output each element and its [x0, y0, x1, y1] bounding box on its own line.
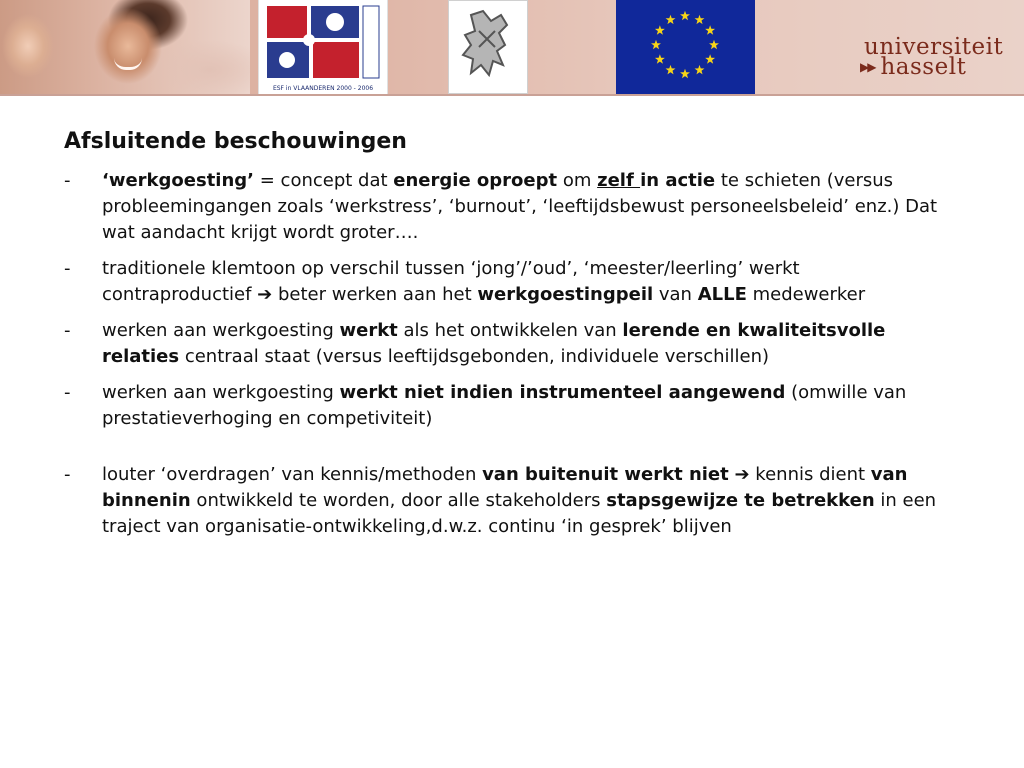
bullet-1 [64, 168, 944, 246]
bullet-4 [64, 380, 944, 432]
uhasselt-hasselt-line [860, 54, 966, 80]
bullet-text: ALLE [697, 284, 747, 305]
bullet-2 [64, 256, 944, 308]
play-arrows-icon: ▶▶ [860, 60, 875, 74]
bullet-text: werken aan werkgoesting [102, 320, 340, 341]
arrow-right-icon: ➔ [734, 464, 750, 485]
eu-star-icon [680, 69, 690, 78]
bullet-text: van [653, 284, 698, 305]
bullet-dash: - [64, 382, 71, 403]
bullet-text: werkt niet indien instrumenteel aangewend [339, 382, 786, 403]
eu-star-icon [655, 25, 665, 34]
bullet-text: ontwikkeld te worden, door alle stakeholders [190, 490, 607, 511]
eu-star-icon [709, 40, 719, 49]
bullet-text: beter werken aan het [272, 284, 478, 305]
bullet-text: medewerker [746, 284, 866, 305]
bullet-text: louter ‘overdragen’ van kennis/methoden [102, 464, 483, 485]
bullet-dash: - [64, 320, 71, 341]
slide-title: Afsluitende beschouwingen [64, 129, 407, 154]
bullet-text: ‘werkgoesting’ [102, 170, 255, 191]
slide-content [64, 127, 944, 550]
eu-star-icon [666, 65, 676, 74]
bullet-text: werkgoestingpeil [477, 284, 654, 305]
flemish-lion-logo [448, 0, 528, 94]
bullet-3 [64, 318, 944, 370]
lion-icon [449, 1, 527, 93]
arrow-right-icon: ➔ [257, 284, 273, 305]
esf-caption: ESF in VLAANDEREN 2000 - 2006 [272, 85, 374, 92]
bullet-text: als het ontwikkelen van [397, 320, 623, 341]
bullet-text: werken aan werkgoesting [102, 382, 340, 403]
bullet-list [64, 168, 944, 540]
bullet-dash: - [64, 258, 71, 279]
eu-star-icon [666, 15, 676, 24]
bullet-text: van buitenuit werkt niet [482, 464, 729, 485]
eu-star-icon [695, 15, 705, 24]
bullet-text: (omwille van prestatieverhoging en competiviteit) [102, 382, 907, 429]
uhasselt-logo [860, 34, 1010, 84]
esf-logo [258, 0, 388, 94]
bullet-text: = concept dat [254, 170, 394, 191]
photo-smile [114, 58, 142, 70]
bullet-text: om [557, 170, 598, 191]
bullet-text: zelf [597, 170, 641, 191]
bullet-text: centraal staat (versus leeftijdsgebonden, individuele verschillen) [179, 346, 770, 367]
uhasselt-hasselt: hasselt [880, 54, 967, 80]
eu-flag-logo [616, 0, 755, 94]
eu-stars-icon [616, 0, 755, 94]
bullet-text: in actie [640, 170, 716, 191]
bullet-text: stapsgewijze te betrekken [606, 490, 875, 511]
bullet-dash: - [64, 170, 71, 191]
bullet-text: energie oproept [393, 170, 558, 191]
eu-star-icon [680, 11, 690, 20]
bullet-5 [64, 462, 944, 540]
eu-star-icon [705, 54, 715, 63]
bullet-text: werkt [339, 320, 398, 341]
bullet-text: traditionele klemtoon op verschil tussen ‘jong’/’oud’, ‘meester/leerling’ werkt contraproductief [102, 258, 800, 305]
bullet-dash: - [64, 464, 71, 485]
header-photo [0, 0, 250, 94]
eu-star-icon [695, 65, 705, 74]
eu-star-icon [705, 25, 715, 34]
bullet-text: in een traject van organisatie-ontwikkeling,d.w.z. continu ‘in gesprek’ blijven [102, 490, 937, 537]
header-banner [0, 0, 1024, 96]
eu-star-icon [651, 40, 661, 49]
bullet-text: kennis dient [749, 464, 871, 485]
bullet-text: van binnenin [102, 464, 908, 511]
eu-star-icon [655, 54, 665, 63]
esf-puzzle-icon [259, 0, 387, 94]
bullet-text: te schieten (versus probleemingangen zoals ‘werkstress’, ‘burnout’, ‘leeftijdsbewust personeelsbeleid’ enz.) Dat wat aandacht krijgt wordt groter…. [102, 170, 938, 243]
bullet-text: lerende en kwaliteitsvolle relaties [102, 320, 886, 367]
uhasselt-universiteit: universiteit [864, 34, 1004, 60]
